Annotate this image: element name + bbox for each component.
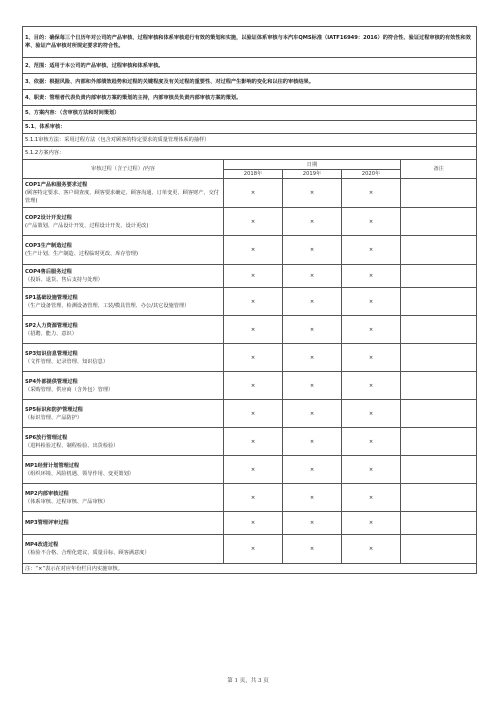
year-2018-header: 2018年 bbox=[224, 170, 283, 179]
process-cell bbox=[23, 288, 224, 316]
process-description: （标识管理、产品防护） bbox=[25, 414, 83, 421]
table-note: 注：“×”表示在对应年份栏目内实施审核。 bbox=[23, 564, 477, 574]
audit-mark: × bbox=[283, 428, 342, 456]
audit-mark: × bbox=[224, 535, 283, 564]
audit-mark: × bbox=[283, 265, 342, 288]
remark-cell bbox=[401, 512, 477, 535]
process-title: COP1产品和服务要求过程 bbox=[25, 182, 88, 188]
col-process-header: 审核过程（含子过程）/内容 bbox=[23, 160, 224, 179]
process-cell bbox=[23, 456, 224, 484]
process-title: MP4改进过程 bbox=[25, 542, 59, 548]
remark-cell bbox=[401, 236, 477, 265]
table-row bbox=[23, 535, 477, 564]
table-row bbox=[23, 428, 477, 456]
process-title: MP1经营计划管理过程 bbox=[25, 462, 80, 469]
remark-cell bbox=[401, 535, 477, 564]
audit-mark: × bbox=[342, 428, 401, 456]
process-title: SP3知识信息管理过程 bbox=[25, 350, 78, 357]
audit-mark: × bbox=[224, 512, 283, 535]
audit-mark: × bbox=[224, 288, 283, 316]
content-section: 5、方案内容：（含审核方法和时间策划） bbox=[23, 106, 477, 121]
process-description: (顾客特定要求、客户调查度、顾客要求确定、顾客沟通、订单变更、顾客财产、交付管理) bbox=[25, 190, 219, 204]
process-description: （招聘、能力、意识） bbox=[25, 330, 77, 337]
col-remark-header: 备注 bbox=[401, 160, 477, 179]
process-description: （组织环境、风险机遇、领导作用、变更策划） bbox=[25, 470, 134, 477]
remark-cell bbox=[401, 484, 477, 512]
process-title: COP4售后服务过程 bbox=[25, 269, 72, 275]
audit-mark: × bbox=[224, 179, 283, 208]
process-title: COP3生产制造过程 bbox=[25, 243, 72, 249]
audit-mark: × bbox=[342, 236, 401, 265]
remark-cell bbox=[401, 400, 477, 428]
process-title: SP2人力资源管理过程 bbox=[25, 322, 78, 329]
col-date-header: 日期 bbox=[224, 160, 401, 170]
audit-mark: × bbox=[283, 236, 342, 265]
audit-mark: × bbox=[224, 428, 283, 456]
process-description: （生产设备管理、检测设备管理、工装/模具管理、办公/其它设施管理） bbox=[25, 302, 190, 309]
remark-cell bbox=[401, 456, 477, 484]
process-cell bbox=[23, 535, 224, 564]
process-title: MP2内部审核过程 bbox=[25, 490, 69, 497]
audit-mark: × bbox=[342, 535, 401, 564]
process-title: SP4外部提供管理过程 bbox=[25, 378, 78, 385]
audit-mark: × bbox=[224, 344, 283, 372]
process-description: (生产计划、生产制造、过程临时更改、库存管理) bbox=[25, 251, 138, 257]
audit-mark: × bbox=[224, 484, 283, 512]
process-cell bbox=[23, 428, 224, 456]
process-cell bbox=[23, 372, 224, 400]
audit-mark: × bbox=[283, 344, 342, 372]
audit-mark: × bbox=[342, 208, 401, 236]
audit-mark: × bbox=[283, 372, 342, 400]
remark-cell bbox=[401, 372, 477, 400]
process-title: SP6放行管理过程 bbox=[25, 434, 68, 441]
audit-mark: × bbox=[342, 512, 401, 535]
process-description: (产品策划、产品设计开发、过程设计开发、设计更改) bbox=[25, 222, 149, 229]
process-cell bbox=[23, 400, 224, 428]
audit-mark: × bbox=[283, 316, 342, 344]
audit-mark: × bbox=[283, 400, 342, 428]
process-cell bbox=[23, 236, 224, 265]
remark-cell bbox=[401, 288, 477, 316]
audit-mark: × bbox=[342, 316, 401, 344]
process-description: （体系审核、过程审核、产品审核） bbox=[25, 498, 109, 505]
purpose-section: 1、目的：确保每三个日历年对公司的产品审核、过程审核和体系审核进行有效的策划和实施，以验证体系审核与本汽车QMS标准（IATF16949：2016）的符合性、验证过程审核的有效性和效率、验证产品审核对所规定要求的符合性。 bbox=[23, 27, 477, 58]
process-cell bbox=[23, 344, 224, 372]
duty-section: 4、职责：管理者代表负责内部审核方案的策划的主持，内部审核员负责内部审核方案的策划。 bbox=[23, 90, 477, 106]
audit-mark: × bbox=[342, 288, 401, 316]
table-row bbox=[23, 316, 477, 344]
table-row bbox=[23, 179, 477, 208]
remark-cell bbox=[401, 179, 477, 208]
process-description: （文件管理、记录管理、知识信息） bbox=[25, 358, 109, 365]
audit-mark: × bbox=[342, 265, 401, 288]
audit-mark: × bbox=[342, 179, 401, 208]
audit-mark: × bbox=[224, 208, 283, 236]
audit-mark: × bbox=[283, 208, 342, 236]
audit-mark: × bbox=[224, 400, 283, 428]
audit-mark: × bbox=[283, 456, 342, 484]
audit-plan-table bbox=[22, 26, 477, 574]
process-title: MP3管理评审过程 bbox=[25, 520, 69, 526]
process-description: （检验不合格、合理化建议、质量目标、顾客满意度） bbox=[25, 550, 150, 556]
audit-mark: × bbox=[283, 512, 342, 535]
table-row bbox=[23, 512, 477, 535]
table-row bbox=[23, 265, 477, 288]
process-cell bbox=[23, 208, 224, 236]
remark-cell bbox=[401, 265, 477, 288]
process-cell bbox=[23, 179, 224, 208]
audit-mark: × bbox=[283, 535, 342, 564]
remark-cell bbox=[401, 344, 477, 372]
table-row bbox=[23, 484, 477, 512]
plan-content-line: 5.1.2方案内容： bbox=[23, 147, 477, 160]
year-2019-header: 2019年 bbox=[283, 170, 342, 179]
process-cell bbox=[23, 265, 224, 288]
audit-mark: × bbox=[224, 265, 283, 288]
audit-mark: × bbox=[224, 456, 283, 484]
table-row bbox=[23, 456, 477, 484]
audit-mark: × bbox=[342, 400, 401, 428]
remark-cell bbox=[401, 208, 477, 236]
process-cell bbox=[23, 316, 224, 344]
document-page bbox=[22, 26, 476, 574]
process-cell bbox=[23, 512, 224, 535]
table-row bbox=[23, 288, 477, 316]
process-title: SP1基础设施管理过程 bbox=[25, 294, 78, 301]
audit-mark: × bbox=[342, 372, 401, 400]
process-description: （进料检验过程、制程检验、出货检验） bbox=[25, 442, 119, 449]
audit-method-line: 5.1.1审核方法：采用过程方法（包含对顾客的特定要求的质量管理体系的抽样） bbox=[23, 134, 477, 147]
system-audit-heading: 5.1、体系审核： bbox=[23, 121, 477, 134]
table-row bbox=[23, 372, 477, 400]
table-row bbox=[23, 236, 477, 265]
audit-mark: × bbox=[283, 179, 342, 208]
remark-cell bbox=[401, 428, 477, 456]
audit-mark: × bbox=[342, 344, 401, 372]
table-row bbox=[23, 344, 477, 372]
process-description: （采购管理、供应商（含外包）管理） bbox=[25, 386, 114, 393]
scope-section: 2、范围：适用于本公司的产品审核、过程审核和体系审核。 bbox=[23, 58, 477, 74]
process-title: SP5标识和防护管理过程 bbox=[25, 406, 83, 413]
basis-section: 3、依据：根据风险、内部和外部绩效趋势和过程的关键程度及有关过程的重要性、对过程产生影响的变化和以往的审核结果。 bbox=[23, 74, 477, 90]
audit-mark: × bbox=[224, 372, 283, 400]
audit-mark: × bbox=[224, 316, 283, 344]
remark-cell bbox=[401, 316, 477, 344]
table-row bbox=[23, 400, 477, 428]
process-title: COP2设计开发过程 bbox=[25, 214, 72, 221]
year-2020-header: 2020年 bbox=[342, 170, 401, 179]
table-row bbox=[23, 208, 477, 236]
audit-mark: × bbox=[283, 288, 342, 316]
process-cell bbox=[23, 484, 224, 512]
audit-mark: × bbox=[224, 236, 283, 265]
audit-mark: × bbox=[342, 484, 401, 512]
page-footer: 第 1 页，共 3 页 bbox=[227, 678, 269, 684]
audit-mark: × bbox=[283, 484, 342, 512]
audit-mark: × bbox=[342, 456, 401, 484]
process-description: （投诉、退货、售后支持与处理） bbox=[25, 277, 103, 283]
